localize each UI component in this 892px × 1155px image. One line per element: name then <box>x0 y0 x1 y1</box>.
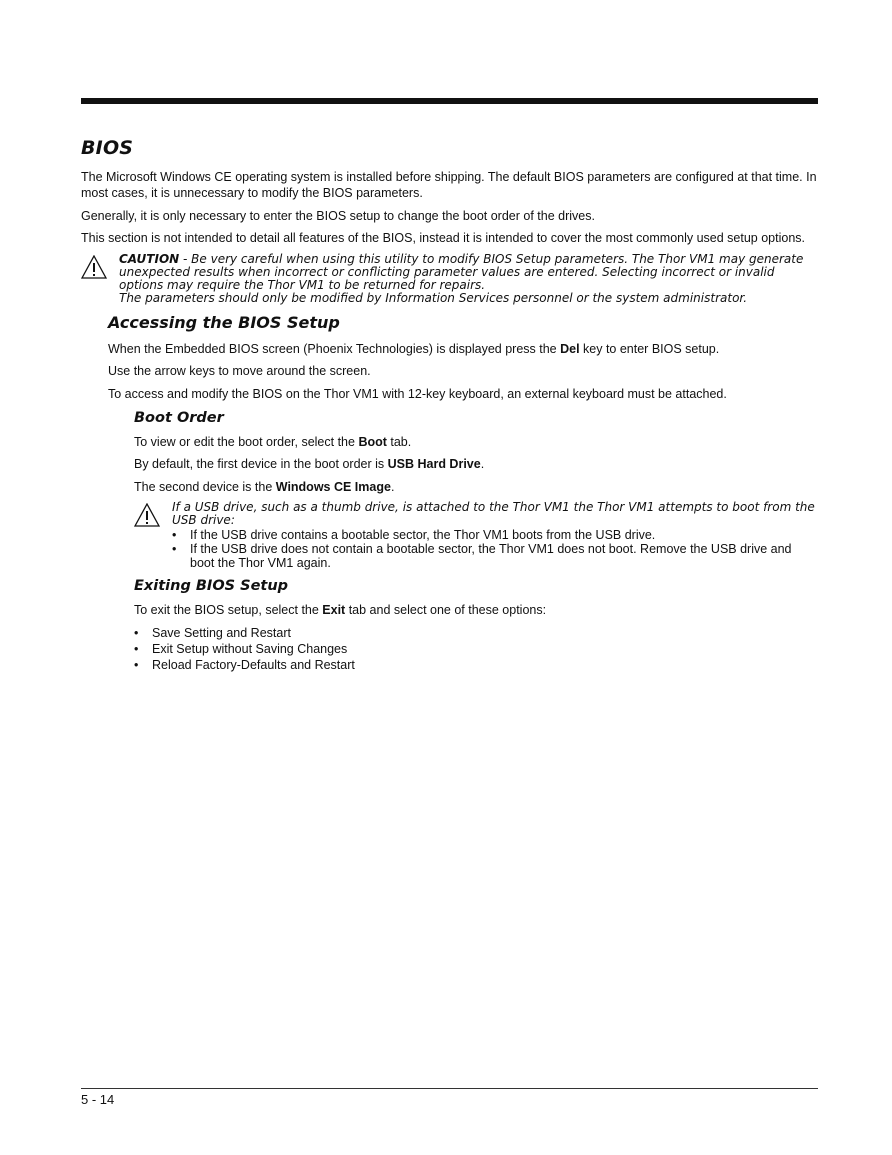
accessing-paragraph-2: Use the arrow keys to move around the screen. <box>108 364 371 378</box>
boot-paragraph-1: To view or edit the boot order, select the Boot tab. <box>134 434 412 449</box>
usb-note-list <box>172 528 818 570</box>
usb-note-text: If a USB drive, such as a thumb drive, is attached to the Thor VM1 the Thor VM1 attempts to boot from the USB drive: <box>172 500 815 527</box>
boot-paragraph-3: The second device is the Windows CE Image. <box>134 479 395 494</box>
usb-drive-note <box>134 501 818 570</box>
list-item: • Reload Factory-Defaults and Restart <box>134 657 818 673</box>
boot-paragraph-2: By default, the first device in the boot order is USB Hard Drive. <box>134 457 485 471</box>
bios-paragraph-1: The Microsoft Windows CE operating system is installed before shipping. The default BIOS parameters are configured at that time. In most cases, it is unnecessary to modify the BIOS parameters. <box>81 170 817 200</box>
warning-triangle-icon <box>134 503 160 527</box>
caution-body: - Be very careful when using this utility to modify BIOS Setup parameters. The Thor VM1 may generate unexpected results when incorrect or conflicting parameter values are entered. Selecting incorrect or invalid options may require the Thor VM1 to be returned for repairs. <box>119 251 804 292</box>
list-item: • If the USB drive does not contain a bootable sector, the Thor VM1 does not boot. Remove the USB drive and boot the Thor VM1 again. <box>172 542 818 570</box>
list-item: • Exit Setup without Saving Changes <box>134 641 818 657</box>
section-title-exiting: Exiting BIOS Setup <box>134 578 289 594</box>
section-title-boot-order: Boot Order <box>134 409 224 426</box>
accessing-paragraph-1: When the Embedded BIOS screen (Phoenix Technologies) is displayed press the Del key to enter BIOS setup. <box>108 341 720 356</box>
footer-rule <box>81 1088 818 1089</box>
page-content <box>81 136 818 673</box>
section-title-bios: BIOS <box>81 137 134 159</box>
del-key: Del <box>560 341 580 356</box>
list-item: • Save Setting and Restart <box>134 625 818 641</box>
accessing-paragraph-3: To access and modify the BIOS on the Thor VM1 with 12-key keyboard, an external keyboard must be attached. <box>108 386 727 401</box>
header-rule <box>81 98 818 104</box>
caution-note <box>81 253 818 305</box>
bios-paragraph-2: Generally, it is only necessary to enter the BIOS setup to change the boot order of the drives. <box>81 208 595 223</box>
caution-label: CAUTION <box>119 251 180 266</box>
page-number: 5 - 14 <box>81 1092 115 1107</box>
exit-options-list <box>134 625 818 673</box>
caution-text <box>119 253 818 292</box>
warning-triangle-icon <box>81 255 107 279</box>
list-item: • If the USB drive contains a bootable sector, the Thor VM1 boots from the USB drive. <box>172 528 818 542</box>
bios-paragraph-3: This section is not intended to detail all features of the BIOS, instead it is intended to cover the most commonly used setup options. <box>81 231 806 245</box>
exit-paragraph-1: To exit the BIOS setup, select the Exit tab and select one of these options: <box>134 603 547 617</box>
section-title-accessing: Accessing the BIOS Setup <box>108 312 340 332</box>
caution-text-2: The parameters should only be modified by Information Services personnel or the system administrator. <box>119 290 748 305</box>
